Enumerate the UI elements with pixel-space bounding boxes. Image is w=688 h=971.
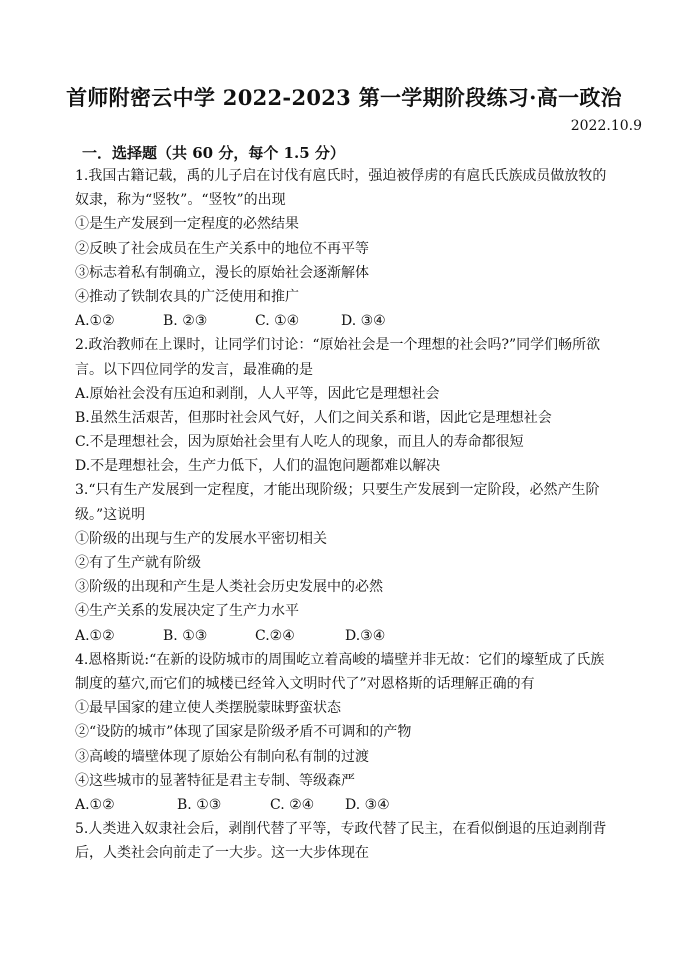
question-stem-line: 制度的墓穴,而它们的城楼已经耸入文明时代了”对恩格斯的话理解正确的有	[75, 675, 535, 692]
choice-d: D. ③④	[341, 313, 386, 330]
statement-item: ①是生产发展到一定程度的必然结果	[75, 216, 299, 233]
statement-item: ③高峻的墙壁体现了原始公有制向私有制的过渡	[75, 748, 369, 765]
question-stem-line: 言。以下四位同学的发言，最准确的是	[75, 361, 313, 378]
answer-option: D.不是理想社会，生产力低下，人们的温饱问题都难以解决	[75, 458, 441, 475]
question-4	[75, 648, 615, 817]
choice-a: A.①②	[75, 796, 115, 813]
exam-date: 2022.10.9	[570, 118, 642, 134]
choice-row	[75, 793, 615, 817]
question-stem-line: 级。”这说明	[75, 506, 146, 523]
choice-a: A.①②	[75, 627, 115, 644]
answer-option: A.原始社会没有压迫和剥削，人人平等，因此它是理想社会	[75, 385, 440, 402]
statement-item: ①最早国家的建立使人类摆脱蒙昧野蛮状态	[75, 700, 341, 717]
choice-a: A.①②	[75, 313, 115, 330]
choice-b: B. ①③	[163, 627, 208, 644]
question-stem-line: 3.“只有生产发展到一定程度，才能出现阶级；只要生产发展到一定阶段，必然产生阶	[75, 482, 600, 499]
statement-item: ④生产关系的发展决定了生产力水平	[75, 603, 299, 620]
question-stem-line: 奴隶，称为“竖牧”。“竖牧”的出现	[75, 192, 286, 209]
choice-c: C. ①④	[255, 313, 300, 330]
question-stem-line: 5.人类进入奴隶社会后，剥削代替了平等，专政代替了民主，在看似倒退的压迫剥削背	[75, 821, 607, 838]
answer-option: B.虽然生活艰苦，但那时社会风气好，人们之间关系和谐，因此它是理想社会	[75, 409, 552, 426]
question-2	[75, 333, 615, 478]
question-5	[75, 817, 615, 865]
question-stem-line: 1.我国古籍记载，禹的儿子启在讨伐有扈氏时，强迫被俘虏的有扈氏氏族成员做放牧的	[75, 168, 607, 184]
choice-d: D.③④	[345, 627, 386, 644]
statement-item: ④推动了铁制农具的广泛使用和推广	[75, 288, 299, 305]
choice-row	[75, 624, 615, 648]
statement-item: ①阶级的出现与生产的发展水平密切相关	[75, 530, 327, 547]
statement-item: ②反映了社会成员在生产关系中的地位不再平等	[75, 240, 369, 257]
answer-option: C.不是理想社会，因为原始社会里有人吃人的现象，而且人的寿命都很短	[75, 434, 524, 451]
choice-b: B. ①③	[177, 796, 222, 813]
statement-item: ③标志着私有制确立，漫长的原始社会逐渐解体	[75, 264, 369, 281]
statement-item: ③阶级的出现和产生是人类社会历史发展中的必然	[75, 579, 383, 596]
question-stem-line: 后，人类社会向前走了一大步。这一大步体现在	[75, 845, 369, 862]
question-1	[75, 164, 615, 333]
page-title: 首师附密云中学 2022-2023 第一学期阶段练习·高一政治	[66, 85, 622, 110]
question-stem-line: 2.政治教师在上课时，让同学们讨论：“原始社会是一个理想的社会吗?”同学们畅所欲	[75, 337, 601, 354]
question-3	[75, 478, 615, 647]
statement-item: ②有了生产就有阶级	[75, 555, 201, 571]
choice-c: C.②④	[255, 627, 295, 644]
question-stem-line: 4.恩格斯说:“在新的设防城市的周围屹立着高峻的墙壁并非无故：它们的壕堑成了氏族	[75, 651, 605, 668]
question-list	[75, 164, 615, 865]
choice-row	[75, 309, 615, 333]
choice-c: C. ②④	[270, 796, 315, 813]
section-heading: 一．选择题（共 60 分，每个 1.5 分）	[82, 144, 345, 162]
statement-item: ②“设防的城市”体现了国家是阶级矛盾不可调和的产物	[75, 724, 412, 741]
choice-d: D. ③④	[345, 796, 390, 813]
statement-item: ④这些城市的显著特征是君主专制、等级森严	[75, 772, 355, 789]
choice-b: B. ②③	[163, 313, 208, 330]
